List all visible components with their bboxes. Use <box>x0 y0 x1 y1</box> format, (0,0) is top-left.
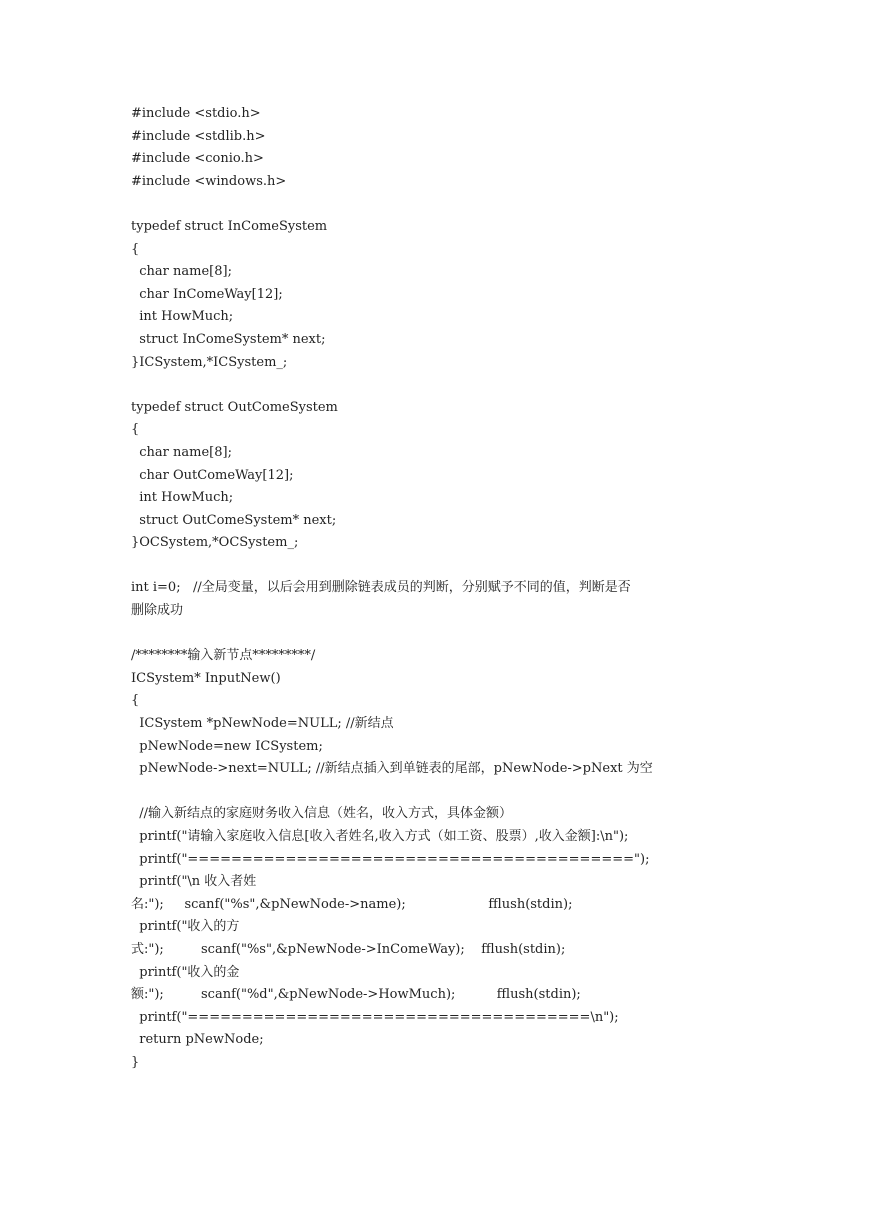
code-line: typedef struct OutComeSystem <box>131 399 338 415</box>
code-line: printf("========================================="); <box>131 851 650 867</box>
code-line: ICSystem* InputNew() <box>131 670 281 686</box>
code-line: 名:"); scanf("%s",&pNewNode->name); fflush(stdin); <box>131 896 573 912</box>
code-line: #include <conio.h> <box>131 151 264 167</box>
code-line: 额:"); scanf("%d",&pNewNode->HowMuch); fflush(stdin); <box>131 987 581 1003</box>
code-line: return pNewNode; <box>131 1032 264 1048</box>
code-line: printf("收入的金 <box>131 964 240 980</box>
code-line: char name[8]; <box>131 444 232 460</box>
code-line: int HowMuch; <box>131 490 234 506</box>
blank-line <box>131 781 751 804</box>
code-line: 删除成功 <box>131 603 184 619</box>
code-line: printf("请输入家庭收入信息[收入者姓名,收入方式（如工资、股票）,收入金额]:\n"); <box>131 829 629 844</box>
code-line: struct InComeSystem* next; <box>131 331 326 347</box>
code-line: { <box>131 693 140 709</box>
code-line: ICSystem *pNewNode=NULL; //新结点 <box>131 716 394 732</box>
code-line: #include <stdlib.h> <box>131 128 266 144</box>
blank-line <box>131 623 751 646</box>
code-line: /********输入新节点*********/ <box>131 648 316 664</box>
code-line: }OCSystem,*OCSystem_; <box>131 535 299 551</box>
code-line: char name[8]; <box>131 264 232 280</box>
code-line: //输入新结点的家庭财务收入信息（姓名，收入方式，具体金额） <box>131 806 513 822</box>
code-line: } <box>131 1054 140 1070</box>
blank-line <box>131 193 751 216</box>
code-line: { <box>131 241 140 257</box>
blank-line <box>131 374 751 397</box>
code-line: 式:"); scanf("%s",&pNewNode->InComeWay); fflush(stdin); <box>131 941 566 957</box>
code-line: { <box>131 422 140 438</box>
code-line: #include <windows.h> <box>131 173 287 189</box>
code-line: #include <stdio.h> <box>131 106 261 121</box>
code-line: printf("\n 收入者姓 <box>131 874 257 890</box>
code-line: int HowMuch; <box>131 309 234 325</box>
code-line: int i=0; //全局变量，以后会用到删除链表成员的判断，分别赋予不同的值，判断是否 <box>131 580 631 596</box>
code-line: }ICSystem,*ICSystem_; <box>131 354 288 370</box>
code-line: pNewNode=new ICSystem; <box>131 738 323 754</box>
blank-line <box>131 555 751 578</box>
code-line: char InComeWay[12]; <box>131 286 283 302</box>
code-line: printf("收入的方 <box>131 919 240 935</box>
code-line: typedef struct InComeSystem <box>131 218 328 234</box>
code-line: pNewNode->next=NULL; //新结点插入到单链表的尾部，pNewNode->pNext 为空 <box>131 761 653 777</box>
code-line: printf("=====================================\n"); <box>131 1009 619 1025</box>
code-line: char OutComeWay[12]; <box>131 467 294 483</box>
code-line: struct OutComeSystem* next; <box>131 512 337 528</box>
code-listing <box>131 103 751 1075</box>
